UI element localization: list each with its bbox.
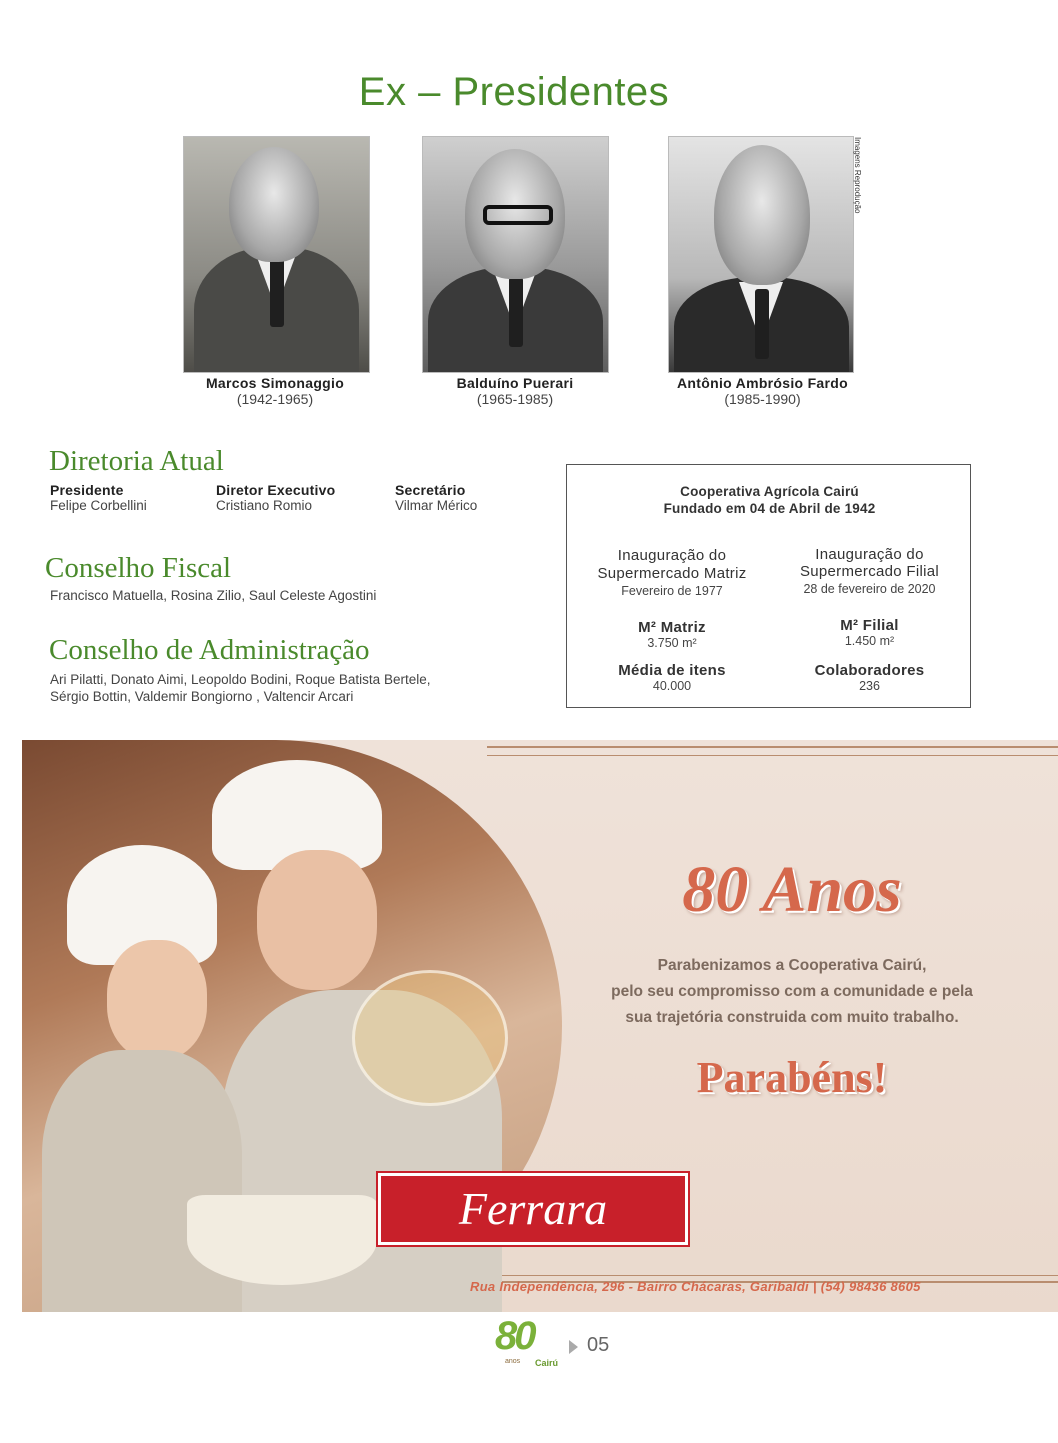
ad-address: Rua Independência, 296 - Bairro Chácaras, Garibaldi | (54) 98436 8605 bbox=[470, 1279, 921, 1294]
president-photo-3 bbox=[668, 136, 854, 373]
m2-matriz-label: M² Matriz bbox=[638, 619, 706, 636]
glass-bowl bbox=[352, 970, 508, 1106]
m2-filial-value: 1.450 m² bbox=[844, 634, 895, 648]
ad-message bbox=[562, 953, 1022, 1031]
glasses-icon bbox=[483, 205, 553, 225]
ferrara-advertisement bbox=[22, 740, 1058, 1312]
ad-divider bbox=[487, 746, 1058, 748]
face bbox=[257, 850, 377, 990]
colab-value: 236 bbox=[859, 679, 880, 693]
ad-message-line: Parabenizamos a Cooperativa Cairú, bbox=[657, 957, 927, 974]
matriz-label: Inauguração do bbox=[617, 547, 727, 564]
ad-headline: 80 Anos bbox=[682, 853, 902, 926]
filial-label: Supermercado Filial bbox=[799, 563, 940, 580]
ad-divider bbox=[487, 755, 1058, 756]
page-title: Ex – Presidentes bbox=[358, 70, 670, 114]
president-name: Marcos Simonaggio bbox=[205, 375, 345, 391]
person-name: Felipe Corbellini bbox=[50, 498, 147, 513]
ad-congrats: Parabéns! bbox=[696, 1053, 888, 1102]
role-label: Presidente bbox=[50, 482, 124, 498]
logo-brand: Cairú bbox=[535, 1358, 559, 1368]
mixing-bowl bbox=[187, 1195, 377, 1285]
president-photo-2 bbox=[422, 136, 609, 373]
logo-sub: anos bbox=[505, 1358, 521, 1365]
filial-date: 28 de fevereiro de 2020 bbox=[803, 582, 936, 596]
person-name: Cristiano Romio bbox=[216, 498, 313, 513]
itens-value: 40.000 bbox=[652, 679, 692, 693]
president-name: Balduíno Puerari bbox=[456, 375, 574, 391]
conselho-fiscal-names: Francisco Matuella, Rosina Zilio, Saul Celeste Agostini bbox=[50, 588, 377, 603]
colab-label: Colaboradores bbox=[814, 662, 925, 679]
chevron-right-icon bbox=[569, 1340, 578, 1354]
ferrara-logo bbox=[378, 1173, 688, 1245]
ad-divider bbox=[487, 1275, 1058, 1276]
cairu-80-logo bbox=[495, 1314, 563, 1374]
org-name: Cooperativa Agrícola Cairú bbox=[680, 484, 859, 499]
president-years: (1942-1965) bbox=[236, 391, 314, 407]
logo-number: 80 bbox=[495, 1314, 534, 1358]
president-name: Antônio Ambrósio Fardo bbox=[677, 375, 848, 391]
president-years: (1965-1985) bbox=[476, 391, 554, 407]
m2-matriz-value: 3.750 m² bbox=[647, 636, 697, 650]
conselho-fiscal-title: Conselho Fiscal bbox=[45, 552, 232, 584]
photo-credit: Imagens Reprodução bbox=[853, 137, 862, 214]
m2-filial-label: M² Filial bbox=[840, 617, 899, 634]
conselho-admin-names-line2: Sérgio Bottin, Valdemir Bongiorno , Valtencir Arcari bbox=[50, 689, 354, 704]
apron bbox=[42, 1050, 242, 1312]
conselho-admin-names-line1: Ari Pilatti, Donato Aimi, Leopoldo Bodini, Roque Batista Bertele, bbox=[50, 672, 431, 687]
founded-date: Fundado em 04 de Abril de 1942 bbox=[663, 501, 876, 516]
ad-message-line: sua trajetória construida com muito trabalho. bbox=[625, 1009, 959, 1026]
filial-label: Inauguração do bbox=[815, 546, 924, 563]
person-name: Vilmar Mérico bbox=[395, 498, 478, 513]
page-number: 05 bbox=[587, 1334, 610, 1356]
cooperative-info-box bbox=[566, 464, 971, 708]
ad-message-line: pelo seu compromisso com a comunidade e pela bbox=[611, 983, 973, 1000]
role-label: Diretor Executivo bbox=[216, 482, 336, 498]
president-years: (1985-1990) bbox=[724, 391, 801, 407]
president-photo-1 bbox=[183, 136, 370, 373]
matriz-label: Supermercado Matriz bbox=[597, 565, 747, 582]
conselho-admin-title: Conselho de Administração bbox=[49, 634, 370, 666]
diretoria-title: Diretoria Atual bbox=[49, 445, 224, 477]
itens-label: Média de itens bbox=[618, 662, 726, 679]
brand-name: Ferrara bbox=[458, 1183, 608, 1234]
role-label: Secretário bbox=[395, 482, 466, 498]
face bbox=[107, 940, 207, 1060]
matriz-date: Fevereiro de 1977 bbox=[621, 584, 723, 598]
